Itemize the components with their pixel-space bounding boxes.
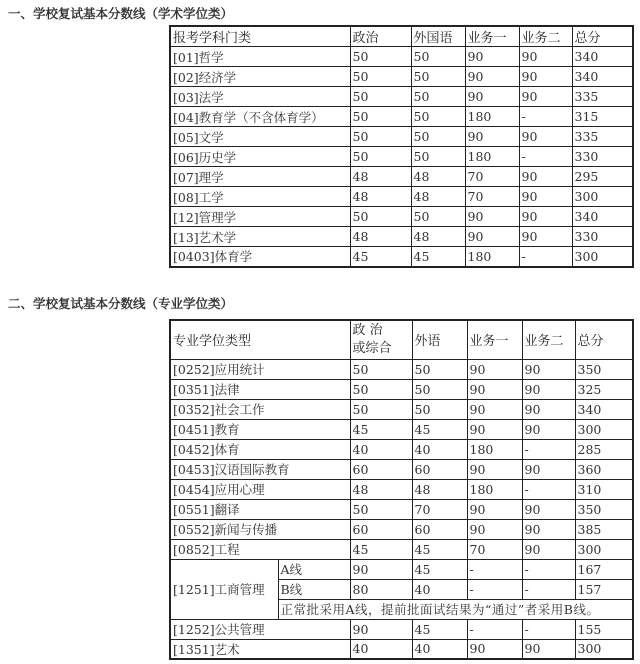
cell-subject-one: 70 bbox=[467, 539, 522, 559]
cell-subject-two: 90 bbox=[522, 359, 575, 379]
cell-subject: [0551]翻译 bbox=[170, 499, 350, 519]
cell-subject-two: - bbox=[519, 107, 572, 127]
cell-subject: [0252]应用统计 bbox=[170, 359, 350, 379]
cell-subject-two: - bbox=[522, 479, 575, 499]
cell-subject-two: 90 bbox=[522, 519, 575, 539]
cell-subject-two: 90 bbox=[522, 459, 575, 479]
cell-subject-one: 180 bbox=[465, 247, 519, 267]
cell-subject-one: 70 bbox=[465, 187, 519, 207]
cell-subject: [01]哲学 bbox=[170, 47, 350, 67]
table-row bbox=[170, 619, 633, 639]
cell-politics: 60 bbox=[350, 459, 412, 479]
cell-subject: [0403]体育学 bbox=[170, 247, 350, 267]
cell-total: 315 bbox=[572, 107, 633, 127]
cell-total: 310 bbox=[575, 479, 633, 499]
cell-subject-two: 90 bbox=[519, 67, 572, 87]
cell-subject-one: - bbox=[467, 619, 522, 639]
cell-subject: [04]教育学（不含体育学） bbox=[170, 107, 350, 127]
table-row bbox=[170, 479, 633, 499]
cell-subject-two: 90 bbox=[519, 187, 572, 207]
cell-subject: [0451]教育 bbox=[170, 419, 350, 439]
cell-subject-two: - bbox=[522, 439, 575, 459]
cell-total: 300 bbox=[575, 539, 633, 559]
cell-foreign-language: 50 bbox=[412, 399, 467, 419]
cell-total: 385 bbox=[575, 519, 633, 539]
cell-subject-two: - bbox=[522, 559, 575, 579]
cell-politics: 48 bbox=[350, 187, 411, 207]
cell-total: 350 bbox=[575, 359, 633, 379]
cell-foreign-language: 50 bbox=[412, 359, 467, 379]
cell-subject-two: 90 bbox=[522, 379, 575, 399]
table-row bbox=[170, 439, 633, 459]
table-header-row bbox=[170, 26, 633, 47]
cell-subject: [07]理学 bbox=[170, 167, 350, 187]
cell-foreign-language: 48 bbox=[411, 187, 465, 207]
cell-subject-two: 90 bbox=[522, 539, 575, 559]
cell-subject-one: 180 bbox=[465, 107, 519, 127]
header-total: 总分 bbox=[572, 26, 633, 47]
cell-subject-two: 90 bbox=[519, 227, 572, 247]
table-row bbox=[170, 399, 633, 419]
cell-total: 340 bbox=[572, 67, 633, 87]
cell-politics: 45 bbox=[350, 247, 411, 267]
cell-subject: [0454]应用心理 bbox=[170, 479, 350, 499]
mba-line-row bbox=[170, 559, 633, 579]
cell-subject-one: 70 bbox=[465, 167, 519, 187]
table-row bbox=[170, 187, 633, 207]
cell-subject-one: 90 bbox=[465, 47, 519, 67]
cell-politics: 80 bbox=[350, 579, 412, 599]
cell-total: 167 bbox=[575, 559, 633, 579]
cell-politics: 48 bbox=[350, 479, 412, 499]
cell-total: 300 bbox=[572, 187, 633, 207]
cell-foreign-language: 50 bbox=[411, 127, 465, 147]
cell-subject-two: 90 bbox=[519, 167, 572, 187]
cell-total: 157 bbox=[575, 579, 633, 599]
cell-politics: 48 bbox=[350, 227, 411, 247]
table-row bbox=[170, 519, 633, 539]
cell-total: 335 bbox=[572, 87, 633, 107]
cell-politics: 50 bbox=[350, 147, 411, 167]
table-row bbox=[170, 47, 633, 67]
table-row bbox=[170, 87, 633, 107]
cell-total: 340 bbox=[575, 399, 633, 419]
table-row bbox=[170, 379, 633, 399]
cell-subject-mba: [1251]工商管理 bbox=[170, 559, 278, 619]
cell-subject: [1252]公共管理 bbox=[170, 619, 350, 639]
cell-politics: 45 bbox=[350, 419, 412, 439]
table-row bbox=[170, 499, 633, 519]
cell-foreign-language: 50 bbox=[411, 107, 465, 127]
cell-foreign-language: 48 bbox=[411, 167, 465, 187]
cell-subject-two: 90 bbox=[519, 87, 572, 107]
cell-foreign-language: 40 bbox=[412, 579, 467, 599]
cell-subject: [12]管理学 bbox=[170, 207, 350, 227]
cell-foreign-language: 50 bbox=[412, 379, 467, 399]
cell-politics: 40 bbox=[350, 639, 412, 659]
cell-total: 360 bbox=[575, 459, 633, 479]
cell-subject-one: - bbox=[467, 579, 522, 599]
cell-politics: 50 bbox=[350, 127, 411, 147]
cell-subject: [0452]体育 bbox=[170, 439, 350, 459]
cell-politics: 50 bbox=[350, 207, 411, 227]
cell-politics: 50 bbox=[350, 399, 412, 419]
cell-subject-one: 90 bbox=[465, 87, 519, 107]
cell-foreign-language: 48 bbox=[412, 479, 467, 499]
header-politics: 政治 bbox=[350, 26, 411, 47]
cell-foreign-language: 45 bbox=[411, 247, 465, 267]
table-row bbox=[170, 419, 633, 439]
cell-politics: 50 bbox=[350, 87, 411, 107]
cell-subject-one: 90 bbox=[467, 419, 522, 439]
table-row bbox=[170, 639, 633, 659]
cell-politics: 45 bbox=[350, 539, 412, 559]
header-politics-line2: 或综合 bbox=[352, 340, 392, 356]
cell-subject-one: 90 bbox=[467, 459, 522, 479]
cell-subject-two: 90 bbox=[522, 419, 575, 439]
cell-subject: [0453]汉语国际教育 bbox=[170, 459, 350, 479]
cell-total: 350 bbox=[575, 499, 633, 519]
header-subject: 报考学科门类 bbox=[170, 26, 350, 47]
cell-line-type: A线 bbox=[278, 559, 350, 579]
table-row bbox=[170, 247, 633, 267]
cell-foreign-language: 50 bbox=[411, 147, 465, 167]
cell-subject-two: 90 bbox=[519, 47, 572, 67]
header-subject-two: 业务二 bbox=[522, 320, 575, 359]
cell-total: 330 bbox=[572, 147, 633, 167]
cell-subject-one: 180 bbox=[467, 479, 522, 499]
cell-subject-two: - bbox=[522, 579, 575, 599]
cell-subject-two: - bbox=[519, 247, 572, 267]
cell-subject-one: 180 bbox=[465, 147, 519, 167]
cell-total: 300 bbox=[575, 419, 633, 439]
cell-foreign-language: 45 bbox=[412, 619, 467, 639]
cell-subject: [13]艺术学 bbox=[170, 227, 350, 247]
header-degree-type: 专业学位类型 bbox=[170, 320, 350, 359]
cell-subject-two: 90 bbox=[519, 127, 572, 147]
cell-line-type: B线 bbox=[278, 579, 350, 599]
cell-subject: [0351]法律 bbox=[170, 379, 350, 399]
cell-subject-two: 90 bbox=[522, 499, 575, 519]
cell-foreign-language: 45 bbox=[412, 559, 467, 579]
header-subject-one: 业务一 bbox=[465, 26, 519, 47]
section-1-heading: 一、学校复试基本分数线（学术学位类） bbox=[8, 6, 234, 21]
cell-total: 300 bbox=[575, 639, 633, 659]
cell-politics: 50 bbox=[350, 47, 411, 67]
cell-foreign-language: 70 bbox=[412, 499, 467, 519]
academic-degree-score-table bbox=[169, 25, 634, 268]
cell-subject-one: 90 bbox=[467, 639, 522, 659]
cell-total: 325 bbox=[575, 379, 633, 399]
cell-politics: 50 bbox=[350, 359, 412, 379]
cell-subject-one: 90 bbox=[465, 227, 519, 247]
mba-note: 正常批采用A线，提前批面试结果为“通过”者采用B线。 bbox=[278, 599, 633, 619]
cell-subject-two: 90 bbox=[522, 639, 575, 659]
cell-foreign-language: 50 bbox=[411, 47, 465, 67]
cell-total: 340 bbox=[572, 47, 633, 67]
cell-total: 330 bbox=[572, 227, 633, 247]
professional-degree-score-table bbox=[169, 319, 634, 660]
cell-foreign-language: 60 bbox=[412, 459, 467, 479]
cell-subject-one: 90 bbox=[467, 519, 522, 539]
table-row bbox=[170, 459, 633, 479]
header-foreign-language: 外国语 bbox=[411, 26, 465, 47]
header-total: 总分 bbox=[575, 320, 633, 359]
cell-politics: 90 bbox=[350, 619, 412, 639]
table-row bbox=[170, 539, 633, 559]
cell-politics: 50 bbox=[350, 499, 412, 519]
cell-subject: [08]工学 bbox=[170, 187, 350, 207]
cell-foreign-language: 48 bbox=[411, 227, 465, 247]
cell-foreign-language: 40 bbox=[412, 639, 467, 659]
cell-foreign-language: 40 bbox=[412, 439, 467, 459]
cell-subject-one: 90 bbox=[467, 379, 522, 399]
cell-subject-two: - bbox=[519, 147, 572, 167]
header-politics-or-comprehensive bbox=[350, 320, 412, 359]
cell-foreign-language: 60 bbox=[412, 519, 467, 539]
cell-subject-one: 90 bbox=[465, 207, 519, 227]
cell-subject-two: 90 bbox=[522, 399, 575, 419]
cell-foreign-language: 45 bbox=[412, 419, 467, 439]
cell-politics: 40 bbox=[350, 439, 412, 459]
cell-subject: [0852]工程 bbox=[170, 539, 350, 559]
table-header-row bbox=[170, 320, 633, 359]
cell-subject-one: 90 bbox=[467, 399, 522, 419]
cell-subject: [0552]新闻与传播 bbox=[170, 519, 350, 539]
cell-subject-one: 90 bbox=[467, 359, 522, 379]
cell-subject-one: 90 bbox=[465, 67, 519, 87]
cell-total: 155 bbox=[575, 619, 633, 639]
header-subject-two: 业务二 bbox=[519, 26, 572, 47]
table-row bbox=[170, 167, 633, 187]
cell-subject-two: - bbox=[522, 619, 575, 639]
cell-total: 285 bbox=[575, 439, 633, 459]
table-row bbox=[170, 67, 633, 87]
header-foreign-language: 外语 bbox=[412, 320, 467, 359]
table-row bbox=[170, 127, 633, 147]
cell-subject-one: 90 bbox=[467, 499, 522, 519]
cell-total: 295 bbox=[572, 167, 633, 187]
table-row bbox=[170, 359, 633, 379]
cell-total: 335 bbox=[572, 127, 633, 147]
cell-subject: [05]文学 bbox=[170, 127, 350, 147]
cell-foreign-language: 45 bbox=[412, 539, 467, 559]
cell-subject: [1351]艺术 bbox=[170, 639, 350, 659]
cell-politics: 60 bbox=[350, 519, 412, 539]
table-row bbox=[170, 147, 633, 167]
cell-subject-one: 180 bbox=[467, 439, 522, 459]
cell-subject: [06]历史学 bbox=[170, 147, 350, 167]
table-row bbox=[170, 107, 633, 127]
cell-total: 340 bbox=[572, 207, 633, 227]
table-row bbox=[170, 207, 633, 227]
cell-subject: [0352]社会工作 bbox=[170, 399, 350, 419]
header-politics-line1: 政 治 bbox=[352, 322, 383, 338]
cell-subject-two: 90 bbox=[519, 207, 572, 227]
cell-foreign-language: 50 bbox=[411, 87, 465, 107]
cell-politics: 50 bbox=[350, 67, 411, 87]
cell-subject: [03]法学 bbox=[170, 87, 350, 107]
section-2-heading: 二、学校复试基本分数线（专业学位类） bbox=[8, 296, 234, 311]
cell-subject-one: 90 bbox=[465, 127, 519, 147]
table-row bbox=[170, 227, 633, 247]
cell-subject-one: - bbox=[467, 559, 522, 579]
cell-politics: 48 bbox=[350, 167, 411, 187]
cell-politics: 90 bbox=[350, 559, 412, 579]
cell-total: 300 bbox=[572, 247, 633, 267]
cell-foreign-language: 50 bbox=[411, 67, 465, 87]
cell-foreign-language: 50 bbox=[411, 207, 465, 227]
cell-politics: 50 bbox=[350, 107, 411, 127]
cell-subject: [02]经济学 bbox=[170, 67, 350, 87]
header-subject-one: 业务一 bbox=[467, 320, 522, 359]
cell-politics: 50 bbox=[350, 379, 412, 399]
